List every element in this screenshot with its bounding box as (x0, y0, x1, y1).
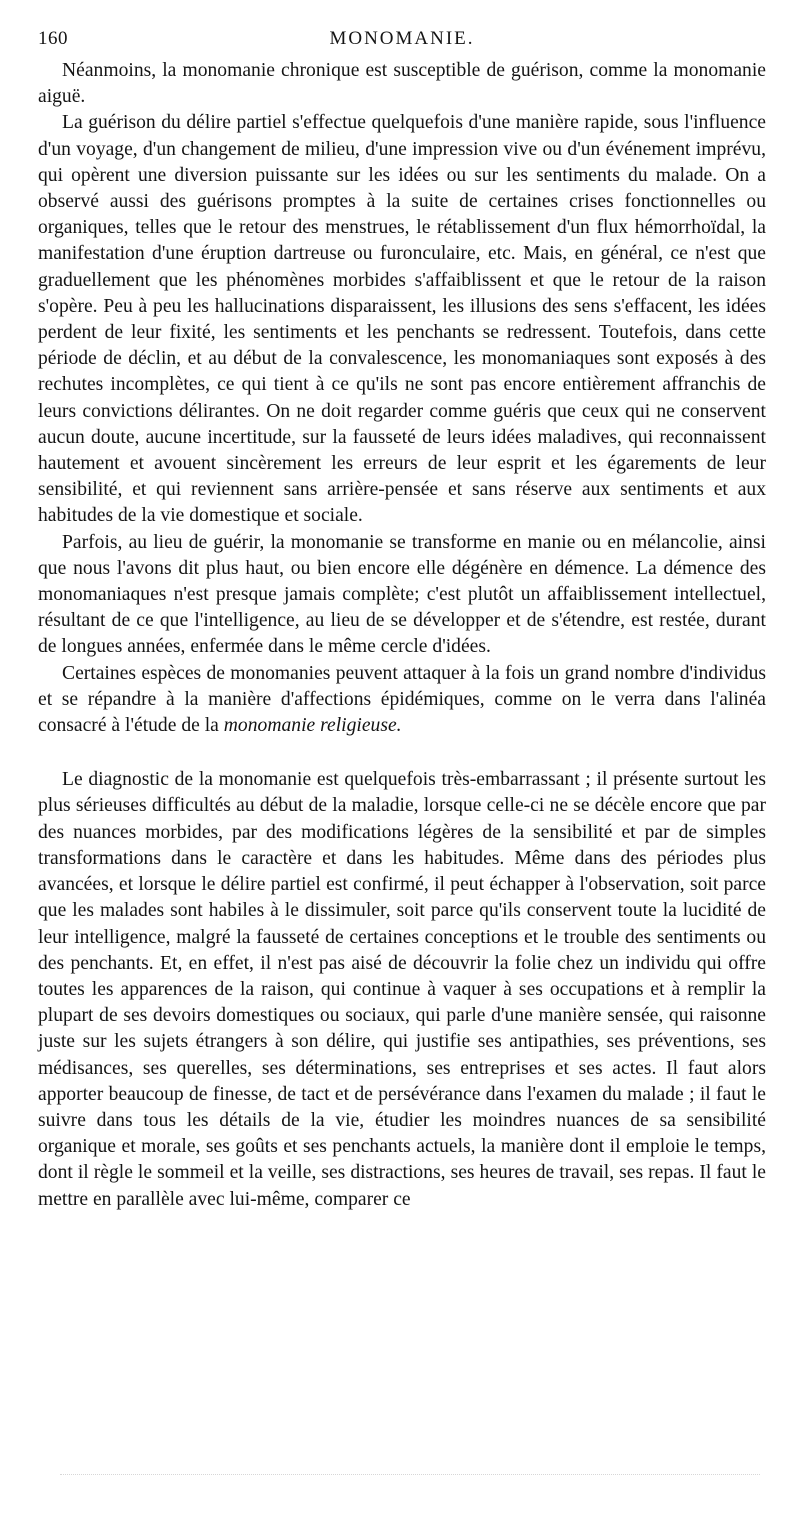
paragraph-diagnostic: Le diagnostic de la monomanie est quelquefois très-embarrassant ; il présente surtout les plus sérieuses difficultés au début de la maladie, lorsque celle-ci ne se décèle encore que par des nuances morbides, par des modifications légères de la sensibilité et par de simples transformations dans le caractère et dans les habitudes. Même dans des périodes plus avancées, et lorsque le délire partiel est confirmé, il peut échapper à l'observation, soit parce que les malades sont habiles à le dissimuler, soit parce qu'ils conservent toute la lucidité de leur intelligence, malgré la fausseté de certaines conceptions et le trouble des sentiments ou des penchants. Et, en effet, il n'est pas aisé de découvrir la folie chez un individu qui offre toutes les apparences de la raison, qui continue à vaquer à ses occupations et à remplir la plupart de ses devoirs domestiques ou sociaux, qui parle d'une manière sensée, qui raisonne juste sur les sujets étrangers à son délire, qui justifie ses antipathies, ses préventions, ses médisances, ses querelles, ses déterminations, ses entreprises et ses actes. Il faut alors apporter beaucoup de finesse, de tact et de persévérance dans l'examen du malade ; il faut le suivre dans tous les détails de la vie, étudier les moindres nuances de sa sensibilité organique et morale, ses goûts et ses penchants actuels, la manière dont il emploie le temps, dont il règle le sommeil et la veille, ses distractions, ses heures de travail, ses repas. Il faut le mettre en parallèle avec lui-même, comparer ce (38, 769, 766, 1210)
running-head (38, 28, 766, 58)
paragraph-epidemic (38, 661, 766, 740)
bottom-dotted-rule (60, 1474, 760, 1475)
paragraph-transformation: Parfois, au lieu de guérir, la monomanie se transforme en manie ou en mélancolie, ainsi que nous l'avons dit plus haut, ou bien encore elle dégénère en démence. La démence des monomaniaques n'est presque jamais complète; c'est plutôt un affaiblissement intellectuel, résultant de ce que l'intelligence, au lieu de se développer et de s'étendre, est restée, durant de longues années, enfermée dans le même cercle d'idées. (38, 531, 766, 658)
paragraph-epidemic-text: Certaines espèces de monomanies peuvent attaquer à la fois un grand nombre d'individus et se répandre à la manière d'affections épidémiques, comme on le verra dans l'alinéa consacré à l'étude de la (38, 662, 766, 737)
running-title: MONOMANIE. (329, 28, 475, 49)
paragraph-partial-delirium-cure: La guérison du délire partiel s'effectue quelquefois d'une manière rapide, sous l'influence d'un voyage, d'un changement de milieu, d'une impression vive ou d'un événement imprévu, qui opèrent une diversion puissante sur les idées ou sur les sentiments du malade. On a observé aussi des guérisons promptes à la suite de certaines crises fonctionnelles ou organiques, telles que le retour des menstrues, le rétablissement d'un flux hémorrhoïdal, la manifestation d'une éruption dartreuse ou furonculaire, etc. Mais, en général, ce n'est que graduellement que les phénomènes morbides s'affaiblissent et que le retour de la raison s'opère. Peu à peu les hallucinations disparaissent, les illusions des sens s'effacent, les idées perdent de leur fixité, les sentiments et les penchants se redressent. Toutefois, dans cette période de déclin, et au début de la convalescence, les monomaniaques sont exposés à des rechutes incomplètes, ce qui tient à ce qu'ils ne sont pas encore entièrement affranchis de leurs convictions délirantes. On ne doit regarder comme guéris que ceux qui ne conservent aucun doute, aucune incertitude, sur la fausseté de leurs idées maladives, qui reconnaissent hautement et avouent sincèrement les erreurs de leur esprit et les égarements de leur sensibilité, et qui reviennent sans arrière-pensée et sans réserve aux sentiments et aux habitudes de la vie domestique et sociale. (38, 112, 766, 527)
paragraph-epidemic-italic: monomanie religieuse. (223, 715, 402, 737)
book-page (38, 28, 766, 1213)
page-number: 160 (38, 28, 68, 49)
paragraph-chronic-cure: Néanmoins, la monomanie chronique est susceptible de guérison, comme la monomanie aiguë. (38, 60, 766, 108)
